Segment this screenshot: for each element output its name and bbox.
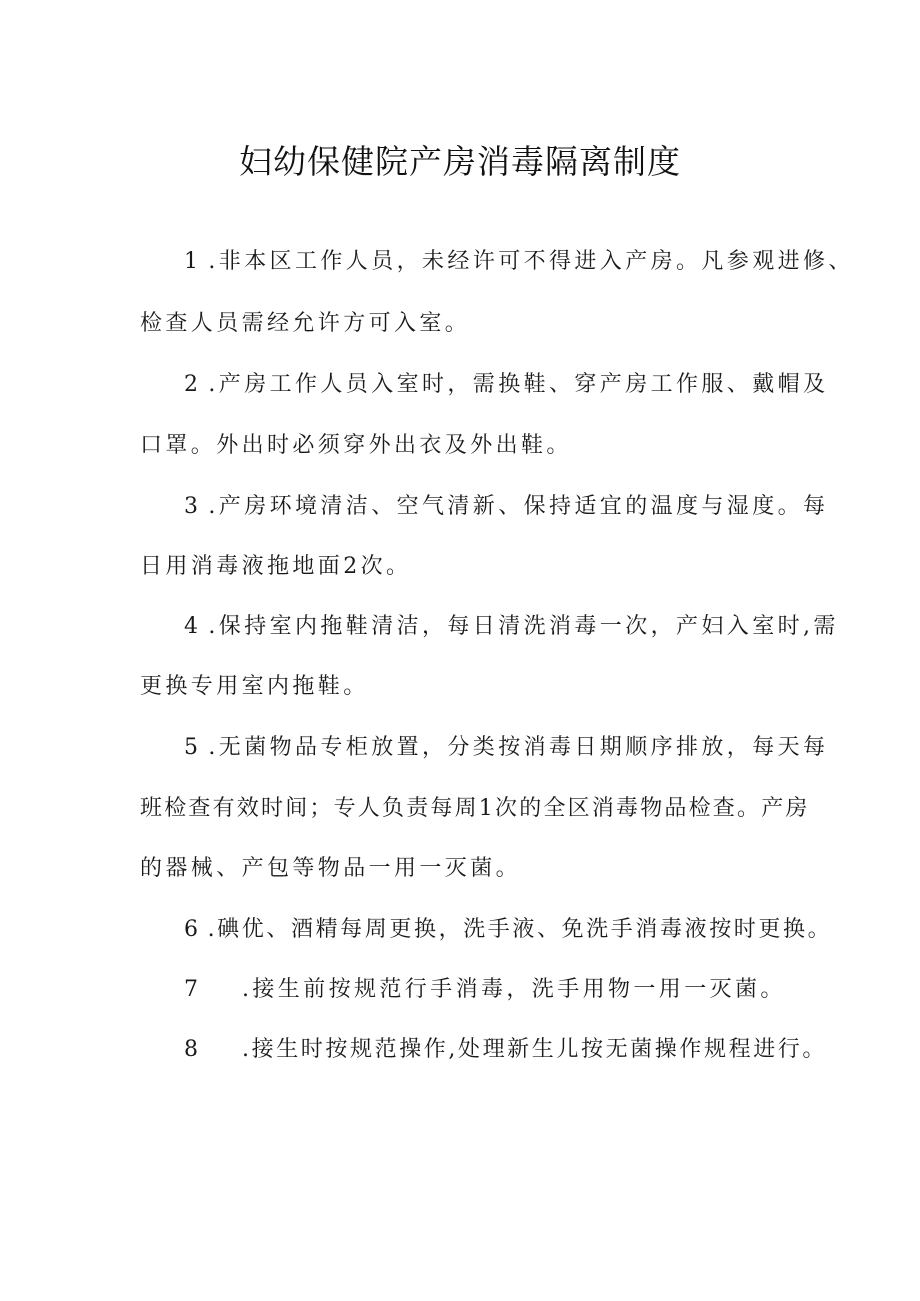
item-4-line-1 <box>184 609 839 640</box>
item-text: .无菌物品专柜放置，分类按消毒日期顺序排放，每天每 <box>208 735 829 760</box>
item-text: .产房工作人员入室时，需换鞋、穿产房工作服、戴帽及 <box>208 372 829 397</box>
item-8-line-1 <box>184 1032 827 1063</box>
item-text: .保持室内拖鞋清洁，每日清洗消毒一次，产妇入室时,需 <box>208 614 839 639</box>
item-number: 8 <box>184 1037 198 1062</box>
item-number: 1 <box>184 249 198 274</box>
item-1-line-1 <box>184 244 854 275</box>
item-6-line-1 <box>184 912 832 943</box>
item-2-line-1 <box>184 367 828 398</box>
item-text: .非本区工作人员，未经许可不得进入产房。凡参观进修、 <box>208 249 854 274</box>
item-number: 6 <box>184 917 198 942</box>
item-number: 2 <box>184 372 198 397</box>
item-number: 5 <box>184 735 198 760</box>
item-5-line-1 <box>184 730 828 761</box>
item-text: .接生时按规范操作,处理新生儿按无菌操作规程进行。 <box>242 1037 827 1062</box>
item-1-line-2: 检查人员需经允许方可入室。 <box>140 311 471 336</box>
item-text: .碘优、酒精每周更换，洗手液、免洗手消毒液按时更换。 <box>207 917 833 942</box>
item-3-line-2: 日用消毒液拖地面2次。 <box>140 554 412 579</box>
document-title: 妇幼保健院产房消毒隔离制度 <box>239 142 681 181</box>
item-5-line-3: 的器械、产包等物品一用一灭菌。 <box>140 856 522 881</box>
item-7-line-1 <box>184 972 786 1003</box>
item-2-line-2: 口罩。外出时必须穿外出衣及外出鞋。 <box>140 433 572 458</box>
item-3-line-1 <box>184 489 828 520</box>
item-number: 7 <box>184 977 198 1002</box>
item-number: 4 <box>184 614 198 639</box>
item-text: .接生前按规范行手消毒，洗手用物一用一灭菌。 <box>242 977 786 1002</box>
item-5-line-2: 班检查有效时间；专人负责每周1次的全区消毒物品检查。产房 <box>140 796 810 821</box>
item-text: .产房环境清洁、空气清新、保持适宜的温度与湿度。每 <box>208 494 829 519</box>
item-4-line-2: 更换专用室内拖鞋。 <box>140 674 369 699</box>
item-number: 3 <box>184 494 198 519</box>
